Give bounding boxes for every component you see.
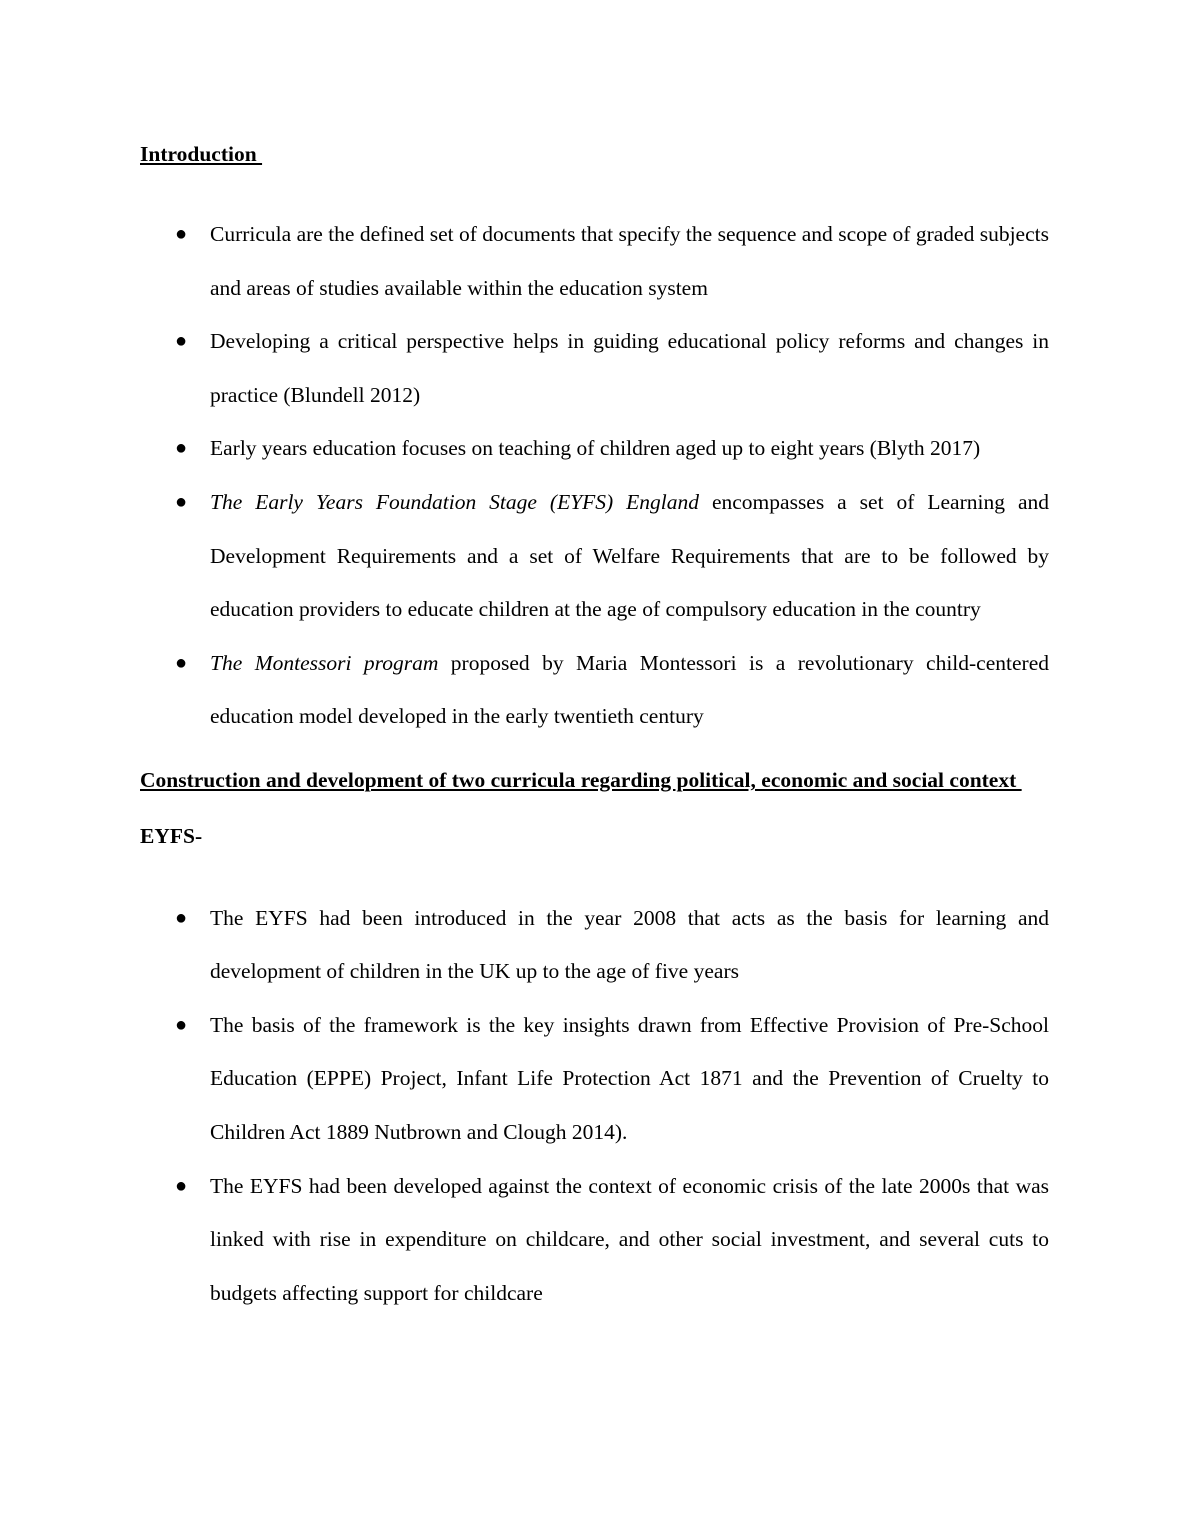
- bullet-icon: ●: [175, 906, 188, 929]
- list-item: [140, 476, 1049, 637]
- list-item: [140, 1160, 1049, 1321]
- list-item-text: The basis of the framework is the key insights drawn from Effective Provision of Pre-School Education (EPPE) Project, Infant Life Protection Act 1871 and the Prevention of Cruelty to Children Act 1889 Nutbrown and Clough 2014).: [210, 1012, 1049, 1144]
- bullet-icon: ●: [175, 223, 188, 245]
- list-item-text: Curricula are the defined set of documents that specify the sequence and scope of graded subjects and areas of studies available within the education system: [210, 222, 1049, 300]
- bullet-icon: ●: [175, 490, 188, 513]
- list-item: [140, 422, 1049, 476]
- list-item-text: proposed by Maria Montessori is a revolutionary child-centered education model developed in the early twentieth century: [210, 650, 1049, 729]
- list-item-text: Developing a critical perspective helps in guiding educational policy reforms and changes in practice (Blundell 2012): [210, 329, 1049, 407]
- heading-introduction: Introduction: [140, 142, 263, 166]
- list-item: [140, 637, 1049, 744]
- list-item: [140, 315, 1049, 422]
- bullet-icon: ●: [175, 1174, 188, 1197]
- list-item-text: The EYFS had been introduced in the year 2008 that acts as the basis for learning and development of children in the UK up to the age of five years: [210, 905, 1049, 984]
- heading-eyfs: EYFS-: [140, 823, 203, 848]
- list-item-italic-text: The Early Years Foundation Stage (EYFS) England: [210, 489, 700, 514]
- intro-bullet-list: [140, 208, 1049, 744]
- list-item-italic-text: The Montessori program: [210, 650, 439, 675]
- bullet-icon: ●: [175, 651, 188, 674]
- list-item-text: Early years education focuses on teaching of children aged up to eight years (Blyth 2017): [210, 436, 981, 461]
- list-item-text: encompasses a set of Learning and Development Requirements and a set of Welfare Requirements that are to be followed by education providers to educate children at the age of compulsory education in the country: [210, 489, 1049, 622]
- bullet-icon: ●: [175, 437, 188, 460]
- list-item: [140, 999, 1049, 1160]
- list-item-text: The EYFS had been developed against the context of economic crisis of the late 2000s that was linked with rise in expenditure on childcare, and other social investment, and several cuts to budgets affecting support for childcare: [210, 1173, 1049, 1305]
- bullet-icon: ●: [175, 330, 188, 353]
- bullet-icon: ●: [175, 1013, 188, 1036]
- heading-construction: Construction and development of two curricula regarding political, economic and social context: [140, 767, 1022, 792]
- list-item: [140, 892, 1049, 999]
- list-item: [140, 208, 1049, 315]
- eyfs-bullet-list: [140, 892, 1049, 1321]
- document-body: [140, 136, 1049, 1320]
